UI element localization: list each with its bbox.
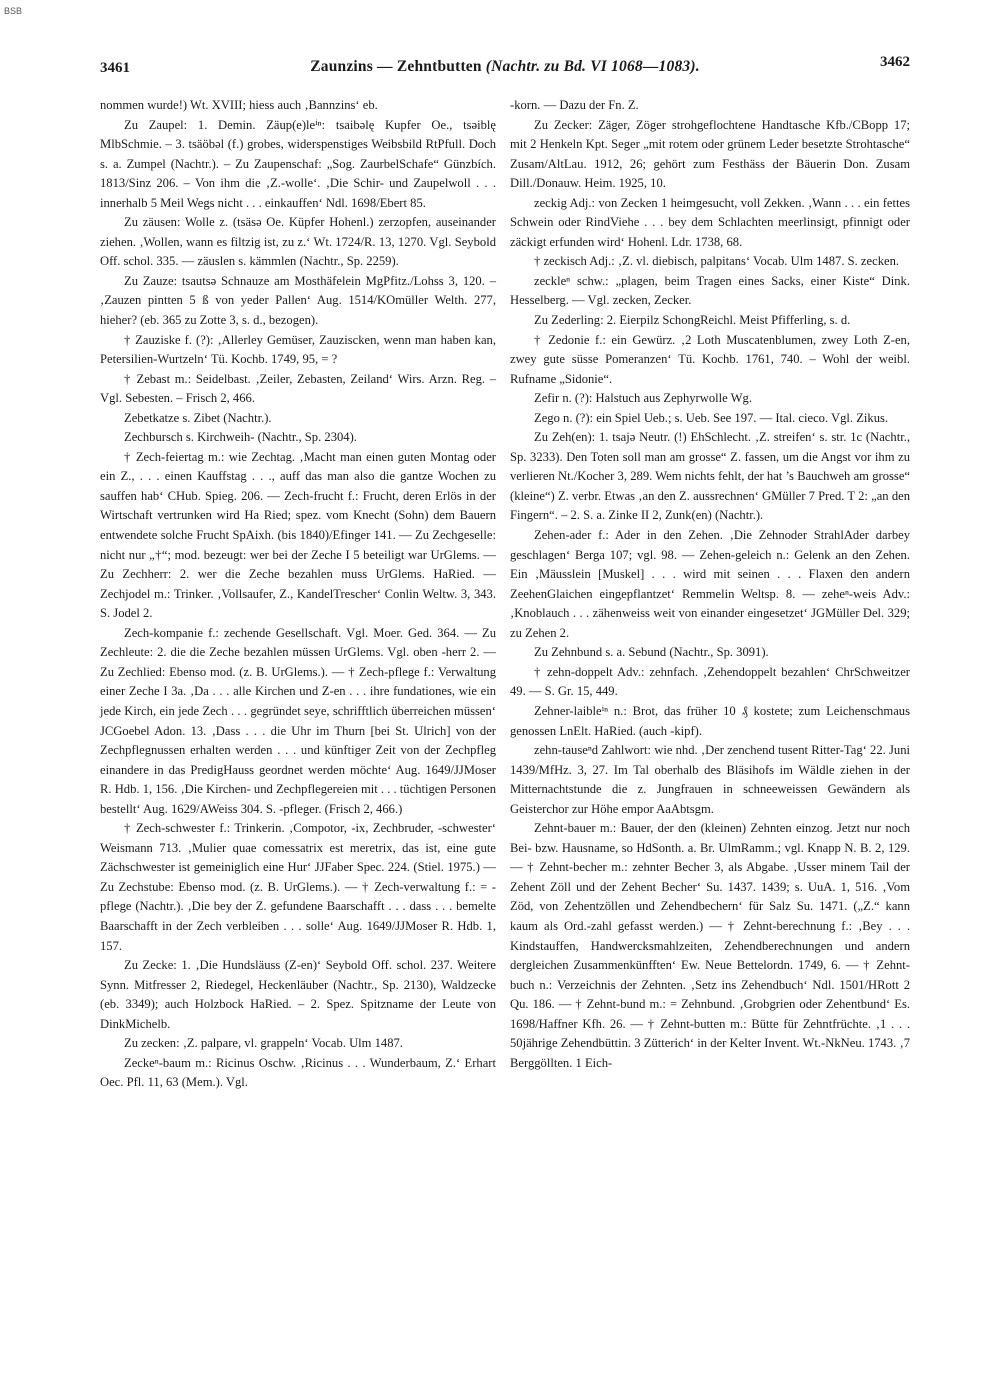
entry-paragraph: zehn-tauseⁿd Zahlwort: wie nhd. ‚Der zenchend tusent Ritter-Tag‘ 22. Juni 1439/MfHz. 3, 27. Im Tal oberhalb des Bläsihofs im Wäldle ziehen in der Mitternachtstunde die z. Jungfrauen in schneeweissen Gewändern als Geisterchor zur Höhe empor AaAbtsgm. <box>510 743 910 816</box>
entry-paragraph: Zu Zauze: tsautsə Schnauze am Mosthäfelein MgPfitz./Lohss 3, 120. – ‚Zauzen pintten 5 ß von yeder Pallen‘ Aug. 1514/KOmüller Welth. 277, hieher? (eb. 365 zu Zotte 3, s. d., bezogen). <box>100 273 496 328</box>
entry-paragraph: zeckig Adj.: von Zecken 1 heimgesucht, voll Zekken. ‚Wann . . . ein fettes Schwein oder RindViehe . . . bey dem Schlachten meerlinsigt, pfinnigt oder zäckigt erfunden wird‘ Hohenl. Ldr. 1738, 68. <box>510 195 910 249</box>
entry-paragraph: † zeckisch Adj.: ‚Z. vl. diebisch, palpitans‘ Vocab. Ulm 1487. S. zecken. <box>534 254 900 269</box>
entry-paragraph: Zu zäusen: Wolle z. (tsäsə Oe. Küpfer Hohenl.) zerzopfen, auseinander ziehen. ‚Wollen, wann es filtzig ist, zu z.‘ Wt. 1724/R. 13, 1270. Vgl. Seybold Off. schol. 335. — zäuslen s. kämmlen (Nachtr., Sp. 2259). <box>100 215 496 269</box>
entry-paragraph: Zego n. (?): ein Spiel Ueb.; s. Ueb. See 197. — Ital. cieco. Vgl. Zikus. <box>534 410 889 425</box>
entry-paragraph: Zehnt-bauer m.: Bauer, der den (kleinen) Zehnten einzog. Jetzt nur noch Bei- bzw. Hausname, so HdSonth. a. Br. UlmRamm.; vgl. Knapp N. B. 2, 129. — † Zehnt-becher m.: zehnter Becher 3, als Abgabe. ‚Usser minem Tail der Zehent Zöll und der Zehent Becher‘ Su. 1437. 1439; s. UuA. 1, 516. ‚Vom Zöd, von Zehentzöllen und Zehendbechern‘ für Salz Su. 1471. („Z.“ kann kaum als Ord.-zahl gefasst werden.) — † Zehnt-berechnung f.: ‚Bey . . . Kindstauffen, Handwercksmahlzeiten, Zehendberechnungen und andern dergleichen Zusammenkünfften‘ Ew. Neue Bettelordn. 1749, 6. — † Zehnt-buch n.: Verzeichnis der Zehnten. ‚Setz ins Zehendbuch‘ Ndl. 1501/HRott 2 Qu. 186. — † Zehnt-bund m.: = Zehnbund. ‚Grobgrien oder Zehentbund‘ Es. 1698/Haffner Kfh. 26. — † Zehnt-butten m.: Bütte für Zehntfrüchte. ‚1 . . . 50jährige Zehendbüttin. 3 Zütterich‘ in der Kelter Invent. Wt.-NkNeu. 1743. ‚7 Berggöllten. 1 Eich- <box>510 821 910 1070</box>
entry-paragraph: Zu Zederling: 2. Eierpilz SchongReichl. Meist Pfifferling, s. d. <box>534 313 851 328</box>
entry-paragraph: -korn. — Dazu der Fn. Z. <box>510 98 639 112</box>
entry-paragraph: Zehen-ader f.: Ader in den Zehen. ‚Die Zehnoder StrahlAder darbey geschlagen‘ Berga 107; vgl. 98. — Zehen-geleich n.: Gelenk an den Zehen. Ein ‚Mäusslein [Muskel] . . . wird mit seinen . . . Flaxen den andern ZeehenGlaichen eingepflantzet‘ Remmelin Weltsp. 8. — zeheⁿ-weis Adv.: ‚Knoblauch . . . zähenweiss weit von einander eingesetzet‘ JGMüller Del. 329; zu Zehen 2. <box>510 528 910 640</box>
entry-paragraph: Zebetkatze s. Zibet (Nachtr.). <box>124 410 272 425</box>
entry-paragraph: Zech-kompanie f.: zechende Gesellschaft. Vgl. Moer. Ged. 364. — Zu Zechleute: 2. die die Zeche bezahlen müssen UrGlems. Vgl. oben -herr 2. — Zu Zechlied: Ebenso mod. (z. B. UrGlems.). — † Zech-pflege f.: Verwaltung einer Zeche I 3a. ‚Da . . . alle Kirchen und Z-en . . . ihre fundationes, wie ein jede Kirch, ein jede Zech . . . gegründet seye, schrifftlich überreichen müssen‘ JCGoebel Adon. 13. ‚Dass . . . die Uhr im Thurn [bei St. Ulrich] von der Zechpflegnussen erhalten werden . . . und künftiger Zeit von der Zechpfleg einandere in das PredigHauss geordnet werden möchte‘ Aug. 1649/JJMoser R. Hdb. 1, 156. ‚Die Kirchen- und Zechpflegereien mit . . . tüchtigen Personen bestellt‘ Aug. 1629/AWeiss 304. S. -pfleger. (Frisch 2, 466.) <box>100 625 496 816</box>
entry-paragraph: † Zebast m.: Seidelbast. ‚Zeiler, Zebasten, Zeiland‘ Wirs. Arzn. Reg. – Vgl. Sebesten. – Frisch 2, 466. <box>100 371 496 406</box>
title-main: Zaunzins — Zehntbutten <box>310 58 482 75</box>
entry-paragraph: Zu Zehnbund s. a. Sebund (Nachtr., Sp. 3091). <box>534 645 769 660</box>
entry-paragraph: Zu Zecke: 1. ‚Die Hundsläuss (Z-en)‘ Seybold Off. schol. 237. Weitere Synn. Mitfresser 2, Riedegel, Heckenläuber (Nachtr., Sp. 2130), Waldzecke (eb. 3349); auch Holzbock HaRied. – 2. Spez. Spitzname der Leute von DinkMichelb. <box>100 958 496 1031</box>
entry-paragraph: Zu Zecker: Zäger, Zöger strohgeflochtene Handtasche Kfb./CBopp 17; mit 2 Henkeln Kpt. Seger „mit rotem oder grünem Leder besetzte Strohtasche“ Zusam/AltLau. 1912, 26; gehört zum Festhäss der Bäuerin Don. Zusam Dill./Donauw. Heim. 1925, 10. <box>510 117 910 191</box>
entry-paragraph: † Zauziske f. (?): ‚Allerley Gemüser, Zauziscken, wenn man haben kan, Petersilien-Wurtzeln‘ Tü. Kochb. 1749, 95, = ? <box>100 332 496 367</box>
entry-paragraph: Zefir n. (?): Halstuch aus Zephyrwolle Wg. <box>534 391 752 406</box>
running-title <box>100 58 910 76</box>
entry-paragraph: † Zech-schwester f.: Trinkerin. ‚Compotor, -ix, Zechbruder, -schwester‘ Weismann 713. ‚Mulier quae comessatrix est meretrix, das ist, eine gute Zächschwester ist gemeiniglich eine Hur‘ JJFaber Spec. 224. (Stiel. 1975.) — Zu Zechstube: Ebenso mod. (z. B. UrGlems.). — † Zech-verwaltung f.: = -pflege (Nachtr.). ‚Die bey der Z. gefundene Baarschafft . . . dass . . . bemelte Baarschafft in der Zech verbleiben . . . solle‘ Aug. 1649/JJMoser R. Hdb. 1, 157. <box>100 821 496 953</box>
page-number-left: 3461 <box>100 60 130 76</box>
entry-paragraph: Zechbursch s. Kirchweih- (Nachtr., Sp. 2304). <box>124 430 357 445</box>
entry-paragraph: Zu zecken: ‚Z. palpare, vl. grappeln‘ Vocab. Ulm 1487. <box>124 1036 403 1051</box>
right-column <box>510 96 910 1073</box>
entry-paragraph: Zeckeⁿ-baum m.: Ricinus Oschw. ‚Ricinus . . . Wunderbaum, Z.‘ Erhart Oec. Pfl. 11, 63 (Mem.). Vgl. <box>100 1055 496 1090</box>
title-note: (Nachtr. zu Bd. VI 1068—1083). <box>485 58 700 75</box>
left-column <box>100 96 496 1093</box>
entry-paragraph: zeckleⁿ schw.: „plagen, beim Tragen eines Sacks, einer Kiste“ Dink. Hesselberg. — Vgl. zecken, Zecker. <box>510 273 910 308</box>
entry-paragraph: nommen wurde!) Wt. XVIII; hiess auch ‚Bannzins‘ eb. <box>100 98 378 112</box>
entry-paragraph: Zu Zaupel: 1. Demin. Zäup(e)leⁱⁿ: tsaibəlę Kupfer Oe., tsəiblę MlbSchmie. – 3. tsäöbəl (f.) grobes, widerspenstiges Weibsbild RtPfull. Doch s. a. Zumpel (Nachtr.). – Zu Zaupenschaf: „Sog. ZaurbelSchafe“ Günzbích. 1813/Sinz 206. – Von ihm die ‚Z.-wolle‘. ‚Die Schir- und Zaupelwoll . . . innerhalb 5 Meil Wegs nicht . . . einkauffen‘ Ndl. 1698/Ebert 85. <box>100 117 496 210</box>
entry-paragraph: Zehner-laibleⁱⁿ n.: Brot, das früher 10 ₰ kostete; zum Leichenschmaus genossen LnElt. HaRied. (auch -kipf). <box>510 703 910 738</box>
library-stamp: BSB <box>4 6 23 16</box>
entry-paragraph: † Zech-feiertag m.: wie Zechtag. ‚Macht man einen guten Montag oder ein Z., . . . einen Kauffstag . . ., auff das man also die gantze Wochen zu sauffen hab‘ CHub. Spieg. 206. — Zech-frucht f.: Frucht, deren Erlös in der Wirtschaft vertrunken wird Ha Ried; spez. vom Knecht (Sohn) dem Bauern entwendete solche Frucht SpAixh. (bis 1840)/Efinger 141. — Zu Zechgeselle: nicht nur „†“; mod. bezeugt: wer bei der Zeche I 5 beteiligt war UrGlems. — Zu Zechherr: 2. wer die Zeche bezahlen muss UrGlems. HaRied. — Zechjodel m.: Trinker. ‚Vollsaufer, Z., KandelTrescher‘ Conlin Weltw. 3, 343. S. Jodel 2. <box>100 449 496 621</box>
entry-paragraph: Zu Zeh(en): 1. tsajə Neutr. (!) EhSchlecht. ‚Z. streifen‘ s. str. 1c (Nachtr., Sp. 3233). Den Toten soll man am grosse“ Z. fassen, um die Angst vor ihm zu verlieren Nt./Kocher 3, 289. Wem nichts fehlt, der hat ’s Bauchweh am grosse“ (kleine“) Z. verbr. Etwas ‚an den Z. aussrechnen‘ GMüller 7 Pred. T 2: „an den Fingern“. – 2. S. a. Zinke II 2, Zunk(en) (Nachtr.). <box>510 430 910 523</box>
entry-paragraph: † Zedonie f.: ein Gewürz. ‚2 Loth Muscatenblumen, zwey Loth Z-en, zwey gute süsse Pomeranzen‘ Tü. Kochb. 1761, 740. – Wohl der weibl. Rufname „Sidonie“. <box>510 332 910 386</box>
running-header <box>100 54 910 82</box>
page-number-right: 3462 <box>880 54 910 70</box>
entry-paragraph: † zehn-doppelt Adv.: zehnfach. ‚Zehendoppelt bezahlen‘ ChrSchweitzer 49. — S. Gr. 15, 449. <box>510 664 910 699</box>
